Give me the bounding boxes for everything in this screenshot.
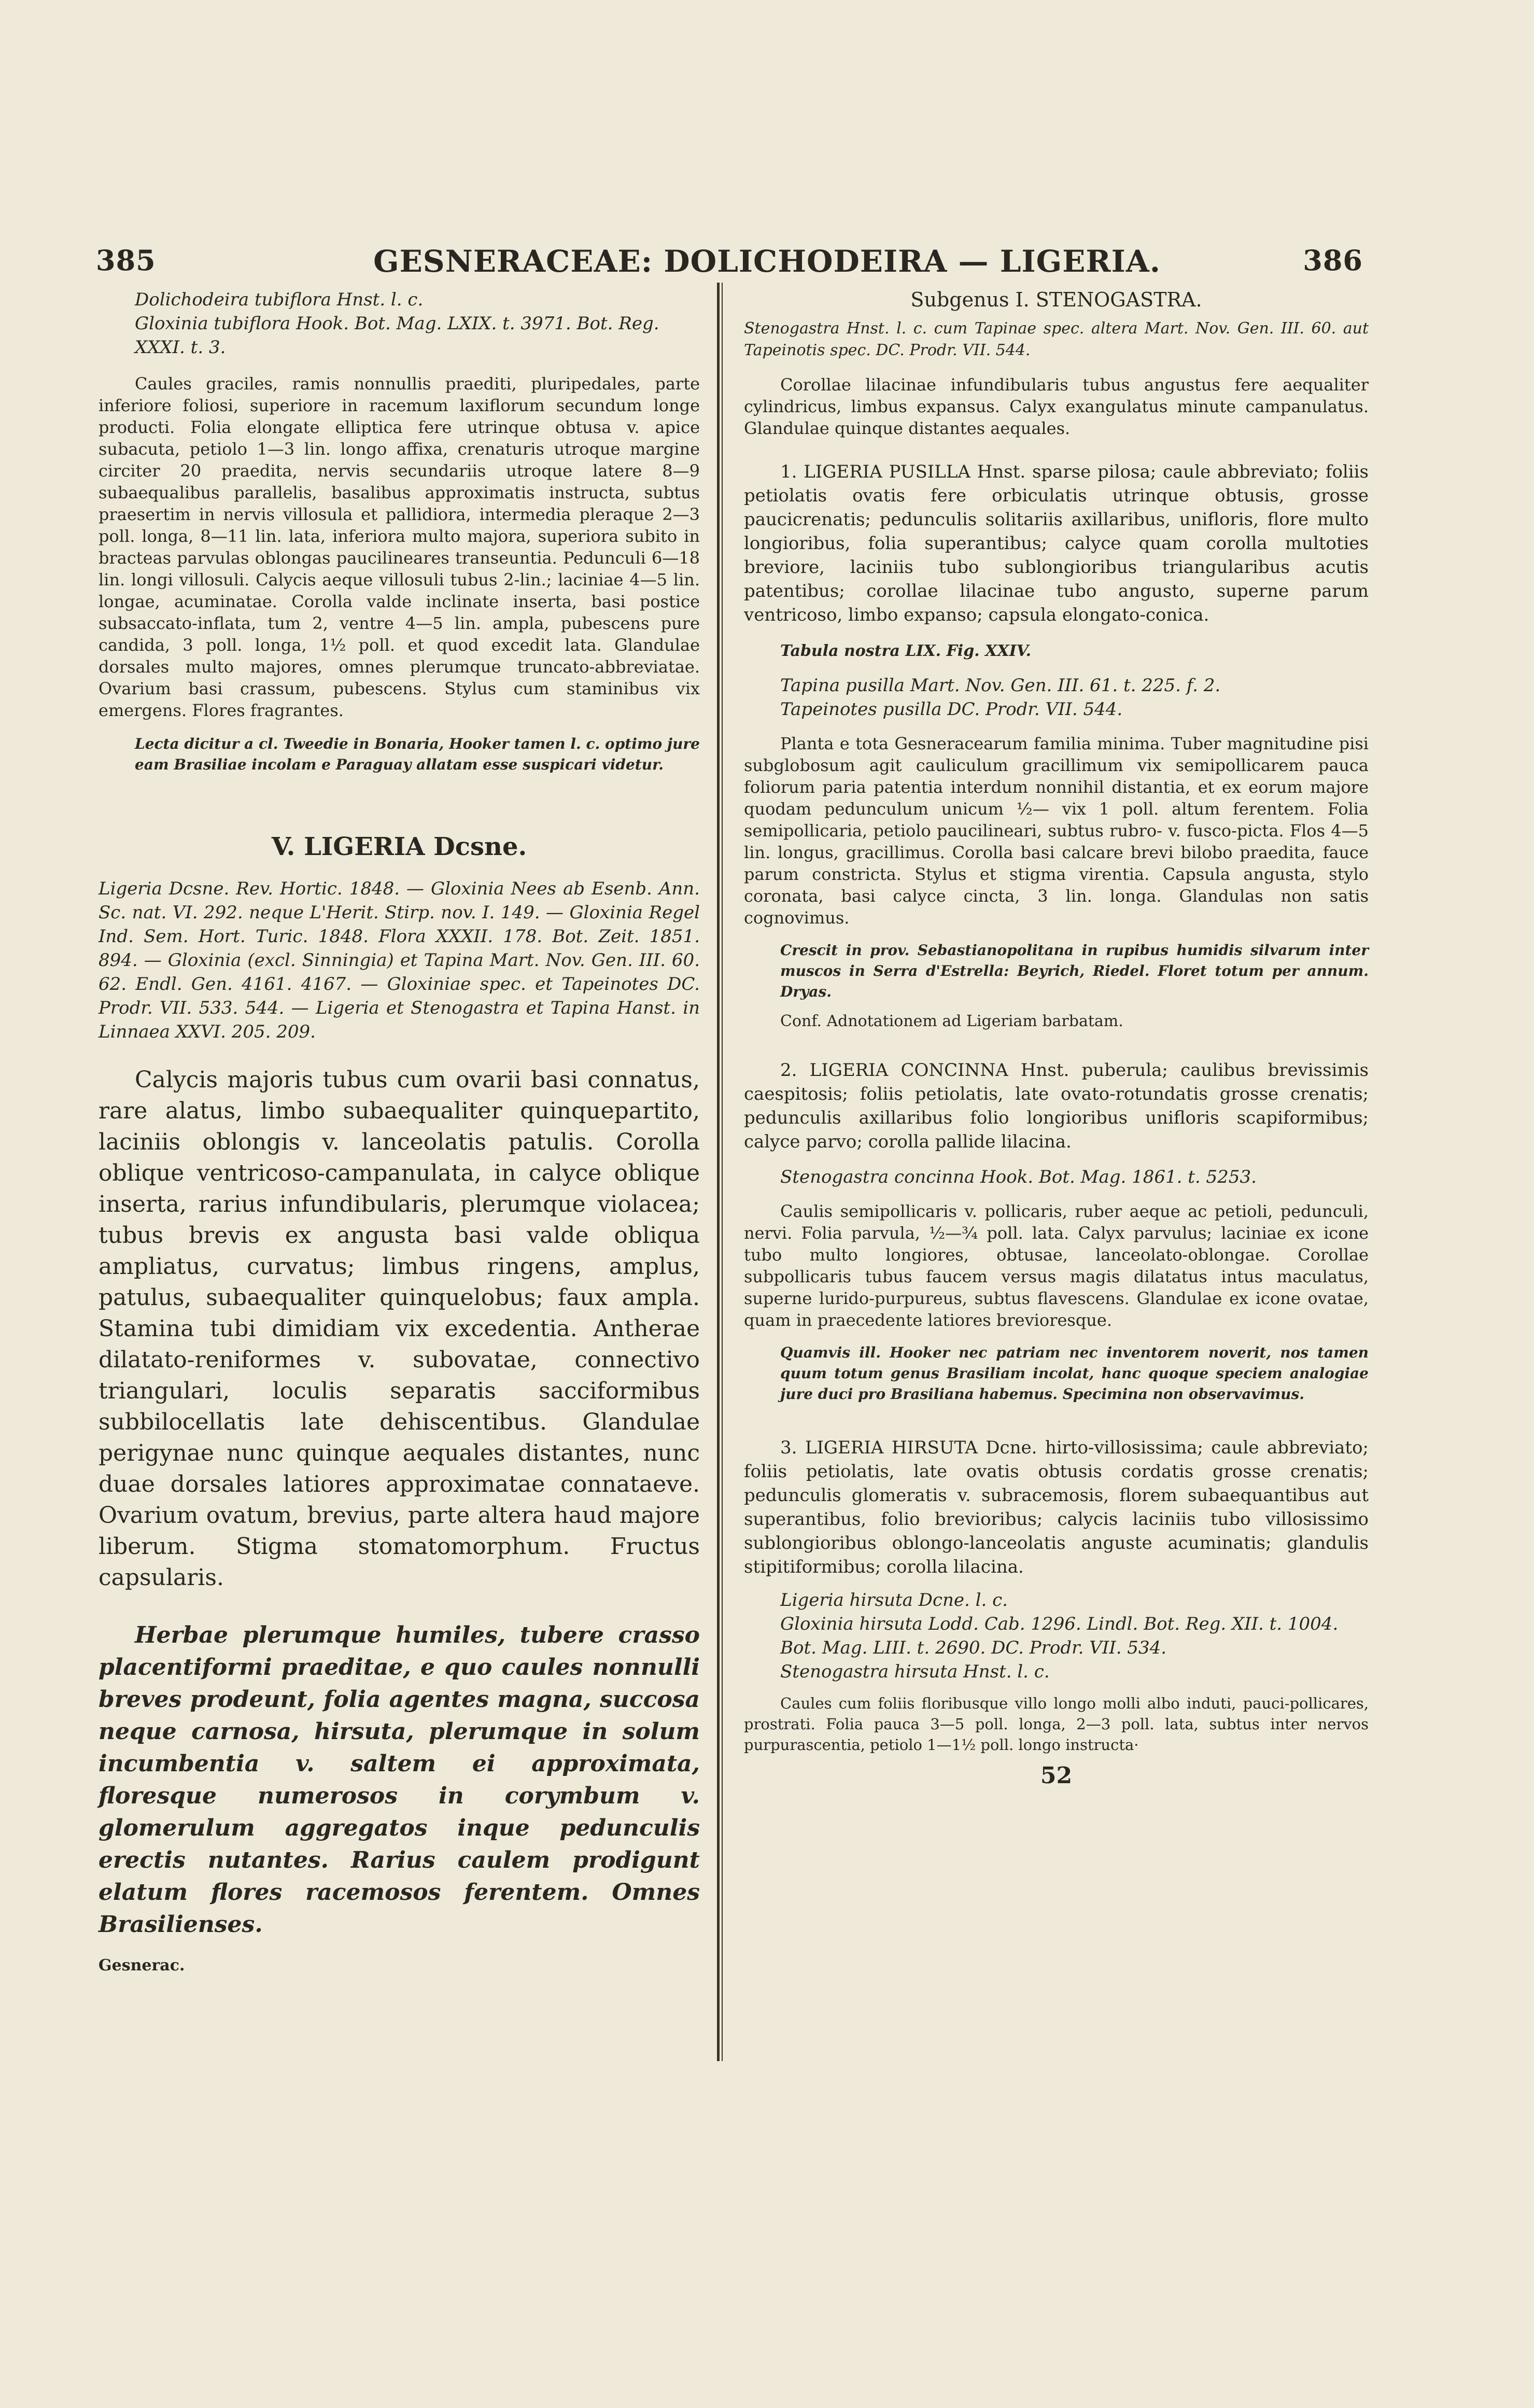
subgenus-synonymy: Stenogastra Hnst. l. c. cum Tapinae spec. altera Mart. Nov. Gen. III. 60. aut Tapeinotis spec. DC. Prodr. VII. 544. bbox=[744, 319, 1369, 359]
species-description: Planta e tota Gesneracearum familia minima. Tuber magnitudine pisi subglobosum agit cauliculum gracillimum vix semipollicarem pauca foliorum paria patentia interdum nonnihil distantia, et ex eorum majore quodam pedunculum unicum ½— vix 1 poll. altum ferentem. Folia semipollicaria, petiolo paucilineari, subtus rubro- v. fusco-picta. Flos 4—5 lin. longus, gracillimus. Corolla basi calcare brevi bilobo praedita, fauce parum constricta. Stylus et stigma virentia. Capsula angusta, stylo coronata, basi calyce cincta, 3 lin. longa. Glandulas non satis cognovimus. bbox=[744, 734, 1369, 928]
species-description: Caules cum foliis floribusque villo longo molli albo induti, pauci-pollicares, prostrati. Folia pauca 3—5 poll. longa, 2—3 poll. lata, subtus inter nervos purpurascentia, petiolo 1—1½ poll. longo instructa· bbox=[744, 1695, 1369, 1754]
signature-mark: Gesnerac. bbox=[98, 1956, 185, 1975]
column-divider-thin bbox=[722, 283, 723, 2061]
synonym-line: Tapeinotes pusilla DC. Prodr. VII. 544. bbox=[780, 699, 1123, 720]
species-diagnosis: 3. LIGERIA HIRSUTA Dcne. hirto-villosissima; caule abbreviato; foliis petiolatis, late ovatis obtusis cordatis grosse crenatis; pedunculis glomeratis v. subracemosis, florem subaequantibus aut superantibus, folio brevioribus; calycis laciniis tubo villosissimo sublongioribus oblongo-lanceolatis anguste acuminatis; glandulis stipitiformibus; corolla lilacina. bbox=[744, 1437, 1369, 1577]
running-title: GESNERACEAE: DOLICHODEIRA — LIGERIA. bbox=[373, 244, 1161, 279]
synonym-line: Stenogastra concinna Hook. Bot. Mag. 1861. t. 5253. bbox=[780, 1167, 1257, 1187]
locality-note: Quamvis ill. Hooker nec patriam nec inventorem noverit, nos tamen quum totum genus Brasiliam incolat, hanc quoque speciem analogiae jure duci pro Brasiliana habemus. Specimina non observavimus. bbox=[780, 1344, 1369, 1403]
page-number-right: 386 bbox=[1303, 244, 1363, 277]
right-column bbox=[744, 288, 1369, 1789]
synonym-line: Gloxinia hirsuta Lodd. Cab. 1296. Lindl. Bot. Reg. XII. t. 1004. Bot. Mag. LIII. t. 2690. DC. Prodr. VII. 534. bbox=[780, 1614, 1339, 1658]
species-description: Caulis semipollicaris v. pollicaris, ruber aeque ac petioli, pedunculi, nervi. Folia parvula, ½—¾ poll. lata. Calyx parvulus; laciniae ex icone tubo multo longiores, obtusae, lanceolato-oblongae. Corollae subpollicaris tubus faucem versus magis dilatatus intus maculatus, superne lurido-purpureus, subtus flavescens. Glandulae ex icone ovatae, quam in praecedente latiores brevioresque. bbox=[744, 1201, 1369, 1330]
cross-reference: Conf. Adnotationem ad Ligeriam barbatam. bbox=[780, 1012, 1123, 1030]
synonym-line: Gloxinia tubiflora Hook. Bot. Mag. LXIX. t. 3971. Bot. Reg. XXXI. t. 3. bbox=[135, 313, 659, 358]
species-diagnosis: 1. LIGERIA PUSILLA Hnst. sparse pilosa; caule abbreviato; foliis petiolatis ovatis fere orbiculatis utrinque obtusis, grosse paucicrenatis; pedunculis solitariis axillaribus, unifloris, flore multo longioribus, folia superantibus; calyce quam corolla multoties breviore, laciniis tubo sublongioribus triangularibus acutis patentibus; corollae lilacinae tubo angusto, superne parum ventricoso, limbo expanso; capsula elongato-conica. bbox=[744, 461, 1369, 625]
subgenus-description: Corollae lilacinae infundibularis tubus angustus fere aequaliter cylindricus, limbus expansus. Calyx exangulatus minute campanulatus. Glandulae quinque distantes aequales. bbox=[744, 375, 1369, 438]
subgenus-heading: Subgenus I. STENOGASTRA. bbox=[910, 288, 1202, 311]
column-divider bbox=[717, 283, 720, 2061]
species-description: Caules graciles, ramis nonnullis praediti, pluripedales, parte inferiore foliosi, superiore in racemum laxiflorum secundum longe producti. Folia elongate elliptica fere utrinque obtusa v. apice subacuta, petiolo 1—3 lin. longo affixa, crenaturis utroque margine circiter 20 praedita, nervis secundariis utroque latere 8—9 subaequalibus parallelis, basalibus approximatis instructa, subtus praesertim in nervis villosula et pallidiora, intermedia pleraque 2—3 poll. longa, 8—11 lin. lata, inferiora multo majora, superiora subito in bracteas parvulas oblongas paucilineares transeuntia. Pedunculi 6—18 lin. longi villosuli. Calycis aeque villosuli tubus 2-lin.; laciniae 4—5 lin. longae, acuminatae. Corolla valde inclinate inserta, basi postice subsaccato-inflata, tum 2, ventre 4—5 lin. ampla, pubescens pure candida, 3 poll. longa, 1½ poll. et quod excedit lata. Glandulae dorsales multo majores, omnes plerumque truncato-abbreviatae. Ovarium basi crassum, pubescens. Stylus cum staminibus vix emergens. Flores fragrantes. bbox=[98, 374, 700, 720]
signature-number: 52 bbox=[1040, 1762, 1073, 1789]
locality-note: Lecta dicitur a cl. Tweedie in Bonaria, Hooker tamen l. c. optimo jure eam Brasiliae incolam e Paraguay allatam esse suspicari videtur. bbox=[135, 735, 700, 773]
synonym-line: Dolichodeira tubiflora Hnst. l. c. bbox=[135, 289, 424, 310]
synonym-line: Ligeria hirsuta Dcne. l. c. bbox=[780, 1590, 1008, 1611]
page-number-left: 385 bbox=[96, 244, 156, 277]
locality-note: Crescit in prov. Sebastianopolitana in rupibus humidis silvarum inter muscos in Serra d'Estrella: Beyrich, Riedel. Floret totum per annum. Dryas. bbox=[780, 942, 1369, 1000]
plate-reference: Tabula nostra LIX. Fig. XXIV. bbox=[780, 642, 1032, 660]
synonym-line: Tapina pusilla Mart. Nov. Gen. III. 61. t. 225. f. 2. bbox=[780, 675, 1221, 696]
genus-synonymy: Ligeria Dcsne. Rev. Hortic. 1848. — Gloxinia Nees ab Esenb. Ann. Sc. nat. VI. 292. neque L'Herit. Stirp. nov. I. 149. — Gloxinia Regel Ind. Sem. Hort. Turic. 1848. Flora XXXII. 178. Bot. Zeit. 1851. 894. — Gloxinia (excl. Sinningia) et Tapina Mart. Nov. Gen. III. 60. 62. Endl. Gen. 4161. 4167. — Gloxiniae spec. et Tapeinotes DC. Prodr. VII. 533. 544. — Ligeria et Stenogastra et Tapina Hanst. in Linnaea XXVI. 205. 209. bbox=[98, 878, 700, 1042]
left-column bbox=[98, 288, 700, 1975]
species-diagnosis: 2. LIGERIA CONCINNA Hnst. puberula; caulibus brevissimis caespitosis; foliis petiolatis, late ovato-rotundatis grosse crenatis; pedunculis axillaribus folio longioribus unifloris scapiformibus; calyce parvo; corolla pallide lilacina. bbox=[744, 1060, 1369, 1152]
genus-heading: V. LIGERIA Dcsne. bbox=[271, 832, 527, 861]
synonym-line: Stenogastra hirsuta Hnst. l. c. bbox=[780, 1661, 1050, 1682]
genus-description: Calycis majoris tubus cum ovarii basi connatus, rare alatus, limbo subaequaliter quinquepartito, laciniis oblongis v. lanceolatis patulis. Corolla oblique ventricoso-campanulata, in calyce oblique inserta, rarius infundibularis, plerumque violacea; tubus brevis ex angusta basi valde obliqua ampliatus, curvatus; limbus ringens, amplus, patulus, subaequaliter quinquelobus; faux ampla. Stamina tubi dimidiam vix excedentia. Antherae dilatato-reniformes v. subovatae, connectivo triangulari, loculis separatis sacciformibus subbilocellatis late dehiscentibus. Glandulae perigynae nunc quinque aequales distantes, nunc duae dorsales latiores approximatae connataeve. Ovarium ovatum, brevius, parte altera haud majore liberum. Stigma stomatomorphum. Fructus capsularis. bbox=[98, 1067, 700, 1591]
genus-habitus: Herbae plerumque humiles, tubere crasso placentiformi praeditae, e quo caules nonnulli breves prodeunt, folia agentes magna, succosa neque carnosa, hirsuta, plerumque in solum incumbentia v. saltem ei approximata, floresque numerosos in corymbum v. glomerulum aggregatos inque pedunculis erectis nutantes. Rarius caulem prodigunt elatum flores racemosos ferentem. Omnes Brasilienses. bbox=[98, 1622, 700, 1938]
